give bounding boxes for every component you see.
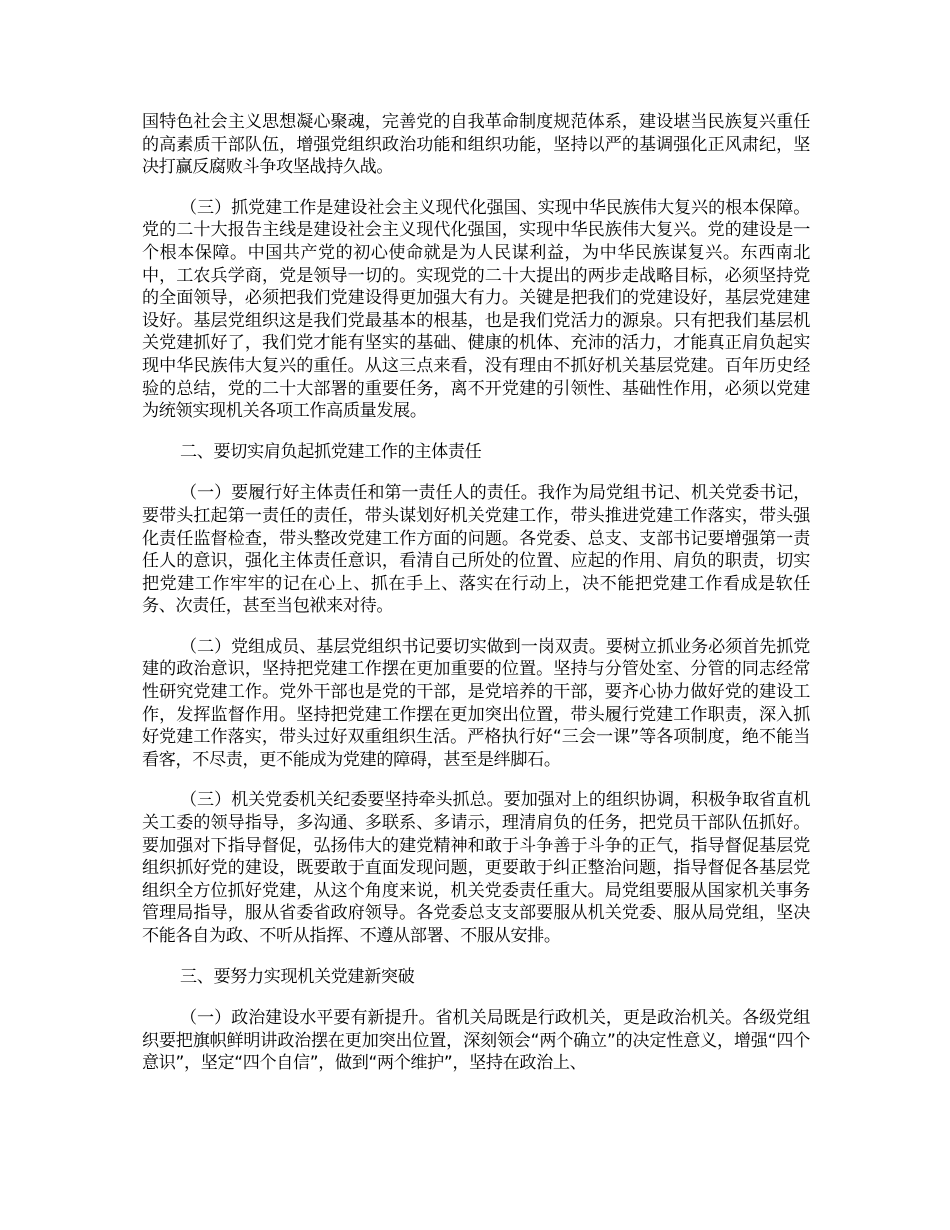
section-heading-3: 三、要努力实现机关党建新突破 xyxy=(180,966,415,987)
section-heading-2: 二、要切实肩负起抓党建工作的主体责任 xyxy=(180,441,482,462)
paragraph-5: （三）机关党委机关纪委要坚持牵头抓总。要加强对上的组织协调，积极争取省直机关工委的领导指导，多沟通、多联系、多请示，理清肩负的任务，把党员干部队伍抓好。要加强对下指导督促，弘扬伟大的建党精神和敢于斗争善于斗争的正气，指导督促基层党组织抓好党的建设，既要敢于直面发现问题，更要敢于纠正整治问题，指导督促各基层党组织全方位抓好党建，从这个角度来说，机关党委责任重大。局党组要服从国家机关事务管理局指导，服从省委省政府领导。各党委总支支部要服从机关党委、服从局党组，坚决不能各自为政、不听从指挥、不遵从部署、不服从安排。 xyxy=(142,790,810,946)
paragraph-1: 国特色社会主义思想凝心聚魂，完善党的自我革命制度规范体系，建设堪当民族复兴重任的高素质干部队伍，增强党组织政治功能和组织功能，坚持以严的基调强化正风肃纪，坚决打赢反腐败斗争攻坚战持久战。 xyxy=(142,112,810,178)
document-page xyxy=(142,111,810,1093)
paragraph-3: （一）要履行好主体责任和第一责任人的责任。我作为局党组书记、机关党委书记，要带头扛起第一责任的责任，带头谋划好机关党建工作，带头推进党建工作落实，带头强化责任监督检查，带头整改党建工作方面的问题。各党委、总支、支部书记要增强第一责任人的意识，强化主体责任意识，看清自己所处的位置、应起的作用、肩负的职责，切实把党建工作牢牢的记在心上、抓在手上、落实在行动上，决不能把党建工作看成是软任务、次责任，甚至当包袱来对待。 xyxy=(142,483,810,617)
paragraph-2: （三）抓党建工作是建设社会主义现代化强国、实现中华民族伟大复兴的根本保障。党的二十大报告主线是建设社会主义现代化强国，实现中华民族伟大复兴。党的建设是一个根本保障。中国共产党的初心使命就是为人民谋利益，为中华民族谋复兴。东西南北中，工农兵学商，党是领导一切的。实现党的二十大提出的两步走战略目标，必须坚持党的全面领导，必须把我们党建设得更加强大有力。关键是把我们的党建设好，基层党建建设好。基层党组织这是我们党最基本的根基，也是我们党活力的源泉。只有把我们基层机关党建抓好了，我们党才能有坚实的基础、健康的机体、充沛的活力，才能真正肩负起实现中华民族伟大复兴的重任。从这三点来看，没有理由不抓好机关基层党建。百年历史经验的总结，党的二十大部署的重要任务，离不开党建的引领性、基础性作用，必须以党建为统领实现机关各项工作高质量发展。 xyxy=(142,197,810,422)
paragraph-4: （二）党组成员、基层党组织书记要切实做到一岗双责。要树立抓业务必须首先抓党建的政治意识，坚持把党建工作摆在更加重要的位置。坚持与分管处室、分管的同志经常性研究党建工作。党外干部也是党的干部，是党培养的干部，要齐心协力做好党的建设工作，发挥监督作用。坚持把党建工作摆在更加突出位置，带头履行党建工作职责，深入抓好党建工作落实，带头过好双重组织生活。严格执行好“三会一课”等各项制度，绝不能当看客，不尽责，更不能成为党建的障碍，甚至是绊脚石。 xyxy=(142,636,810,770)
paragraph-6: （一）政治建设水平要有新提升。省机关局既是行政机关，更是政治机关。各级党组织要把旗帜鲜明讲政治摆在更加突出位置，深刻领会“两个确立”的决定性意义，增强“四个意识”，坚定“四个自信”，做到“两个维护”，坚持在政治上、 xyxy=(142,1008,810,1074)
